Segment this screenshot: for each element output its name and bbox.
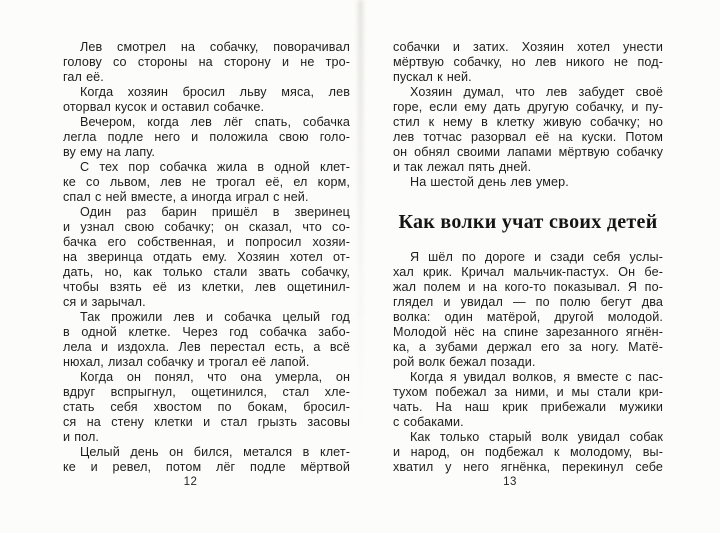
- text-line: голову со стороны на сторону и не тро-: [63, 55, 350, 69]
- right-page: [393, 40, 663, 533]
- text-line: лела и издохла. Лев перестал есть, а всё: [63, 340, 350, 354]
- paragraph: [393, 430, 663, 475]
- paragraph: [393, 85, 663, 175]
- page-gutter-shadow: [358, 0, 363, 430]
- paragraph: [63, 85, 350, 115]
- text-line: Хозяин думал, что лев забудет своё: [410, 85, 663, 99]
- right-page-story-end-text: [393, 40, 663, 190]
- paragraph: [63, 40, 350, 85]
- left-page-text: [63, 40, 350, 475]
- text-line: На шестой день лев умер.: [410, 175, 569, 189]
- story-title: Как волки учат своих детей: [398, 211, 658, 233]
- text-line: мёртвую собачку, но лев никого не под-: [393, 55, 663, 69]
- text-line: тухом побежал за ними, и мы стали кри-: [393, 385, 663, 399]
- paragraph: [393, 370, 663, 430]
- text-line: и пол.: [63, 430, 100, 444]
- text-line: дать, но, как только стали звать собачку,: [63, 265, 350, 279]
- paragraph: [63, 160, 350, 205]
- text-line: вдруг вспрыгнул, ощетинился, стал хле-: [63, 385, 350, 399]
- text-line: волка: один матёрой, другой молодой.: [393, 310, 663, 324]
- text-line: и так лежал пять дней.: [393, 160, 532, 174]
- text-line: горе, если ему дать другую собачку, и пу-: [393, 100, 663, 114]
- text-line: Я шёл по дороге и сзади себя услы-: [410, 250, 663, 264]
- text-line: стать себя хвостом по бокам, бросил-: [63, 400, 350, 414]
- text-line: Когда я увидал волков, я вместе с пас-: [410, 370, 663, 384]
- text-line: Лев смотрел на собачку, поворачивал: [80, 40, 350, 54]
- text-line: Как только старый волк увидал собак: [410, 430, 663, 444]
- text-line: гал её.: [63, 70, 104, 84]
- text-line: Один раз барин пришёл в зверинец: [80, 205, 350, 219]
- left-page: [63, 40, 350, 533]
- text-line: глядел и увидал — по полю бегут два: [393, 295, 663, 309]
- text-line: бачка его собственная, и попросил хозяи-: [63, 235, 350, 249]
- text-line: собачки и затих. Хозяин хотел унести: [393, 40, 663, 54]
- paragraph: [63, 310, 350, 370]
- text-line: Когда хозяин бросил льву мяса, лев: [80, 85, 350, 99]
- text-line: ву ему на лапу.: [63, 145, 155, 159]
- text-line: легла подле него и положила свою голо-: [63, 130, 350, 144]
- text-line: хватил у него ягнёнка, перекинул себе: [393, 460, 663, 474]
- paragraph: [63, 445, 350, 475]
- text-line: спал с ней вместе, а иногда играл с ней.: [63, 190, 309, 204]
- text-line: ке со львом, лев не трогал её, ел корм,: [63, 175, 350, 189]
- page-number: 12: [183, 476, 198, 488]
- text-line: чать. На наш крик прибежали мужики: [393, 400, 663, 414]
- text-line: он обнял своими лапами мёртвую собачку: [393, 145, 663, 159]
- text-line: лев тотчас разорвал её на куски. Потом: [393, 130, 663, 144]
- paragraph: [63, 370, 350, 445]
- paragraph: [63, 115, 350, 160]
- text-line: рой волк бежал позади.: [393, 355, 536, 369]
- text-line: ся на стену клетки и стал грызть засовы: [63, 415, 350, 429]
- text-line: хал крик. Кричал мальчик-пастух. Он бе-: [393, 265, 663, 279]
- text-line: Когда он понял, что она умерла, он: [80, 370, 350, 384]
- paragraph: [393, 175, 663, 190]
- text-line: чтобы взять её из клетки, лев ощетинил-: [63, 280, 350, 294]
- text-line: жал полем и на кого-то показывал. Я по-: [393, 280, 663, 294]
- text-line: на зверинца отдать ему. Хозяин хотел от-: [63, 250, 350, 264]
- text-line: с собаками.: [393, 415, 464, 429]
- paragraph: [393, 250, 663, 370]
- text-line: ка, а зубами держал его за ногу. Матё-: [393, 340, 663, 354]
- text-line: в одной клетке. Через год собачка забо-: [63, 325, 350, 339]
- paragraph: [393, 40, 663, 85]
- text-line: ке и ревел, потом лёг подле мёртвой: [63, 460, 350, 474]
- text-line: Так прожили лев и собачка целый год: [80, 310, 350, 324]
- text-line: и узнал свою собачку; он сказал, что со-: [63, 220, 350, 234]
- right-page-story-text: [393, 250, 663, 475]
- paragraph: [63, 205, 350, 310]
- text-line: оторвал кусок и оставил собачке.: [63, 100, 265, 114]
- text-line: ся и зарычал.: [63, 295, 146, 309]
- text-line: Молодой нёс на спине зарезанного ягнён-: [393, 325, 663, 339]
- text-line: Целый день он бился, метался в клет-: [80, 445, 350, 459]
- text-line: стил к нему в клетку живую собачку; но: [393, 115, 663, 129]
- text-line: нюхал, лизал собачку и трогал её лапой.: [63, 355, 310, 369]
- page-number: 13: [503, 476, 517, 488]
- text-line: С тех пор собачка жила в одной клет-: [80, 160, 350, 174]
- text-line: Вечером, когда лев лёг спать, собачка: [80, 115, 350, 129]
- text-line: пускал к ней.: [393, 70, 472, 84]
- text-line: и народ, он подбежал к молодому, вы-: [393, 445, 663, 459]
